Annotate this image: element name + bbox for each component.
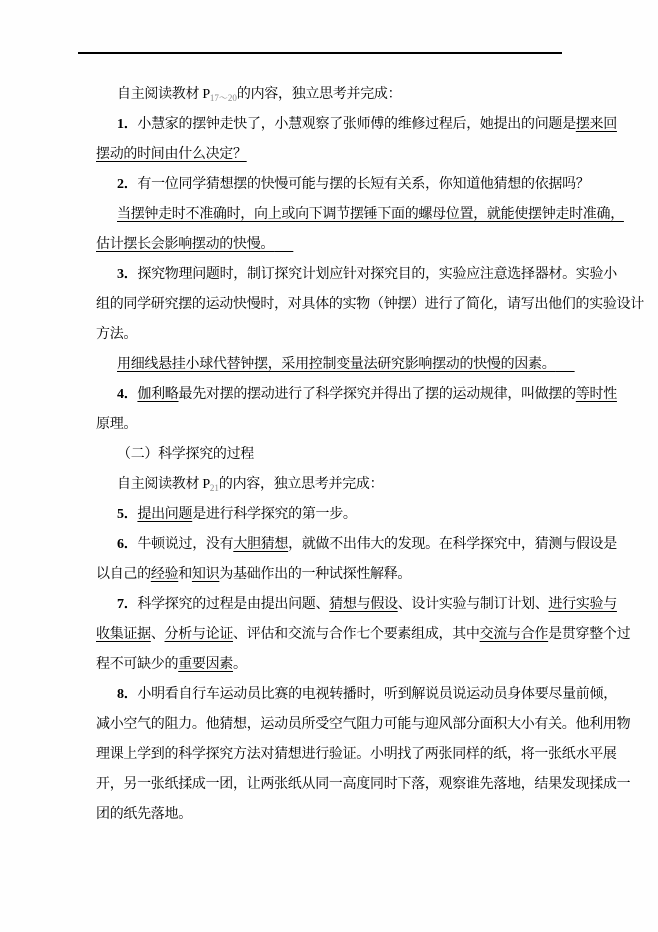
underlined-text: 重要因素 (178, 657, 234, 672)
text-line (96, 350, 584, 380)
item-number: 4． (117, 387, 138, 402)
item-number: 6． (117, 537, 138, 552)
text-segment: 为基础作出的一种试探性解释。 (219, 567, 412, 582)
underlined-text: 摆动的时间由什么决定？ (96, 147, 247, 162)
underlined-text: 经验 (150, 567, 179, 582)
text-segment: 组的同学研究摆的运动快慢时，对具体的实物（钟摆）进行了简化，请写出他们的实验设计 (96, 297, 644, 312)
item-number: 1． (117, 117, 138, 132)
document-body (96, 80, 644, 830)
text-line (96, 290, 644, 320)
underlined-text: 大胆猜想 (233, 537, 289, 552)
text-line (96, 770, 631, 800)
underlined-text: 交流与合作 (479, 627, 549, 642)
text-segment: 牛顿说过，没有 (137, 537, 234, 552)
text-segment: 最先对摆的摆动进行了科学探究并得出了摆的运动规律，叫做摆的 (178, 387, 576, 402)
text-segment: 小明看自行车运动员比赛的电视转播时，听到解说员说运动员身体要尽量前倾， (137, 687, 617, 702)
text-segment: 是进行科学探究的第一步。 (192, 507, 357, 522)
text-segment: 是贯穿整个过 (548, 627, 631, 642)
text-line (96, 440, 584, 470)
item-number: 7． (117, 597, 138, 612)
page-ref-subscript: 21 (209, 483, 219, 493)
answer-blank-underline (555, 357, 574, 372)
underlined-text: 用细线悬挂小球代替钟摆，采用控制变量法研究影响摆动的快慢的因素。 (117, 357, 556, 372)
text-segment: 方法。 (96, 327, 138, 342)
text-segment: 自主阅读教材 P (117, 477, 210, 492)
underlined-text: 估计摆长会影响摆动的快慢。 (96, 237, 275, 252)
text-line (96, 530, 617, 560)
text-line (96, 710, 631, 740)
item-number: 5． (117, 507, 138, 522)
text-segment: 。 (233, 657, 247, 672)
answer-blank-underline (274, 237, 293, 252)
text-line (96, 500, 584, 530)
text-line (96, 110, 617, 140)
text-line (96, 410, 584, 440)
text-segment: 和 (178, 567, 192, 582)
text-line (96, 320, 584, 350)
text-segment: 探究物理问题时，制订探究计划应针对探究目的，实验应注意选择器材。实验小 (137, 267, 617, 282)
text-segment: 理课上学到的科学探究方法对猜想进行验证。小明找了两张同样的纸，将一张纸水平展 (96, 747, 617, 762)
text-segment: 、 (150, 627, 165, 642)
text-segment: 、设计实验与制订计划、 (397, 597, 549, 612)
text-line (96, 80, 584, 110)
text-segment: 、评估和交流与合作七个要素组成，其中 (233, 627, 480, 642)
text-segment: 小慧家的摆钟走快了，小慧观察了张师傅的维修过程后，她提出的问题是 (137, 117, 576, 132)
underlined-text: 分析与论证 (164, 627, 234, 642)
text-line (96, 380, 617, 410)
text-segment: 科学探究的过程是由提出问题、 (137, 597, 330, 612)
underlined-text: 当摆钟走时不准确时，向上或向下调节摆锤下面的螺母位置，就能使摆钟走时准确， (117, 207, 624, 222)
text-line (96, 230, 584, 260)
underlined-text: 伽利略 (137, 387, 179, 402)
text-segment: 开，另一张纸揉成一团，让两张纸从同一高度同时下落，观察谁先落地，结果发现揉成一 (96, 777, 631, 792)
text-segment: （二）科学探究的过程 (117, 447, 254, 462)
text-segment: 程不可缺少的 (96, 657, 179, 672)
item-number: 2． (117, 177, 138, 192)
text-line (96, 620, 631, 650)
text-line (96, 260, 617, 290)
underlined-text: 知识 (191, 567, 220, 582)
underlined-text: 等时性 (575, 387, 617, 402)
header-divider-line (78, 52, 562, 54)
text-segment: 原理。 (96, 417, 138, 432)
text-segment: 以自己的 (96, 567, 151, 582)
text-line (96, 740, 617, 770)
text-segment: 有一位同学猜想摆的快慢可能与摆的长短有关系，你知道他猜想的依据吗？ (137, 177, 590, 192)
text-line (96, 140, 584, 170)
text-segment: 的内容，独立思考并完成： (218, 477, 384, 492)
text-segment: 团的纸先落地。 (96, 807, 192, 822)
underlined-text: 猜想与假设 (329, 597, 398, 612)
text-line (96, 170, 590, 200)
underlined-text: 收集证据 (96, 627, 151, 642)
text-segment: ，就做不出伟大的发现。在科学探究中，猜测与假设是 (288, 537, 617, 552)
text-line (96, 560, 584, 590)
text-line (96, 200, 624, 230)
underlined-text: 摆来回 (575, 117, 617, 132)
text-segment: 自主阅读教材 P (117, 87, 210, 102)
page-ref-subscript: 17～20 (209, 93, 237, 103)
text-line (96, 590, 617, 620)
text-segment: 的内容，独立思考并完成： (236, 87, 402, 102)
underlined-text: 进行实验与 (548, 597, 617, 612)
item-number: 8． (117, 687, 138, 702)
underlined-text: 提出问题 (137, 507, 193, 522)
item-number: 3． (117, 267, 138, 282)
text-segment: 减小空气的阻力。他猜想，运动员所受空气阻力可能与迎风部分面积大小有关。他利用物 (96, 717, 631, 732)
text-line (96, 650, 584, 680)
text-line (96, 470, 584, 500)
text-line (96, 800, 584, 830)
text-line (96, 680, 617, 710)
